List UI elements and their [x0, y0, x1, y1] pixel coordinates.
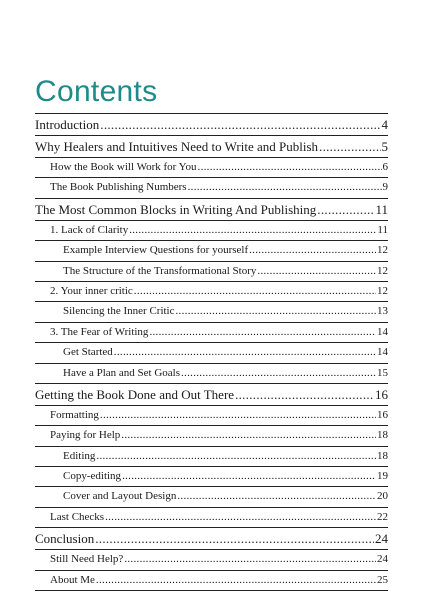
toc-entry-page-number: 24 [375, 531, 388, 547]
toc-entry[interactable] [35, 507, 388, 527]
toc-entry-title: Cover and Layout Design [63, 490, 177, 503]
toc-entry-page-number: 5 [381, 139, 388, 154]
toc-entry[interactable] [35, 446, 388, 466]
toc-entry-title: The Structure of the Transformational Story [63, 264, 257, 277]
toc-entry-page-number: 14 [377, 346, 388, 359]
toc-entry[interactable] [35, 466, 388, 486]
toc-entry-title: About Me [50, 573, 95, 586]
toc-entry-title: Silencing the Inner Critic [63, 305, 175, 318]
page-title: Contents [35, 75, 158, 108]
dot-leader [235, 384, 374, 405]
dot-leader [105, 508, 376, 527]
dot-leader [134, 282, 376, 301]
dot-leader [100, 406, 376, 425]
toc-entry-page-number: 9 [382, 181, 388, 194]
toc-entry[interactable] [35, 342, 388, 362]
dot-leader [177, 487, 376, 506]
toc-entry-title: 3. The Fear of Writing [50, 325, 149, 338]
toc-entry-page-number: 25 [377, 573, 388, 586]
toc-entry-title: The Most Common Blocks in Writing And Publishing [35, 201, 317, 217]
toc-entry-title: Formatting [50, 408, 99, 421]
dot-leader [124, 550, 376, 569]
dot-leader [198, 158, 382, 177]
toc-entry[interactable] [35, 527, 388, 549]
toc-entry[interactable] [35, 157, 388, 177]
toc-entry-page-number: 12 [377, 244, 388, 257]
toc-entry-title: Conclusion [35, 531, 95, 547]
toc-entry-title: The Book Publishing Numbers [50, 181, 187, 194]
toc-entry[interactable] [35, 363, 388, 383]
dot-leader [317, 199, 374, 220]
toc-entry[interactable] [35, 135, 388, 157]
toc-entry-page-number: 15 [377, 366, 388, 379]
dot-leader [149, 323, 376, 342]
toc-entry-page-number: 19 [377, 470, 388, 483]
toc-entry[interactable] [35, 198, 388, 220]
toc-entry[interactable] [35, 113, 388, 135]
toc-entry-title: 1. Lack of Clarity [50, 223, 129, 236]
toc-entry[interactable] [35, 570, 388, 591]
toc-entry-title: Get Started [63, 346, 113, 359]
toc-entry[interactable] [35, 322, 388, 342]
toc-entry-title: Editing [63, 449, 96, 462]
dot-leader [257, 262, 376, 281]
toc-entry[interactable] [35, 383, 388, 405]
toc-entry[interactable] [35, 240, 388, 260]
toc-entry-page-number: 4 [381, 117, 388, 132]
toc-entry[interactable] [35, 549, 388, 569]
table-of-contents [35, 113, 388, 591]
toc-entry-page-number: 18 [377, 449, 388, 462]
toc-entry-page-number: 14 [377, 325, 388, 338]
toc-entry-title: Last Checks [50, 510, 105, 523]
toc-entry-title: Still Need Help? [50, 553, 124, 566]
dot-leader [176, 302, 377, 321]
dot-leader [100, 114, 380, 135]
dot-leader [96, 571, 376, 590]
toc-entry-page-number: 11 [377, 223, 388, 236]
toc-entry-page-number: 12 [377, 264, 388, 277]
dot-leader [319, 136, 380, 157]
toc-entry-title: Paying for Help [50, 429, 121, 442]
toc-entry[interactable] [35, 405, 388, 425]
toc-entry[interactable] [35, 486, 388, 506]
dot-leader [129, 221, 376, 240]
toc-entry-title: 2. Your inner critic [50, 284, 133, 297]
toc-entry-page-number: 12 [377, 284, 388, 297]
toc-entry-title: How the Book will Work for You [50, 161, 197, 173]
dot-leader [122, 467, 376, 486]
toc-entry-title: Getting the Book Done and Out There [35, 386, 235, 402]
toc-entry[interactable] [35, 281, 388, 301]
toc-entry-page-number: 16 [377, 408, 388, 421]
toc-entry-page-number: 22 [377, 510, 388, 523]
dot-leader [96, 447, 376, 466]
toc-entry-page-number: 13 [377, 305, 388, 318]
toc-entry-page-number: 20 [377, 490, 388, 503]
toc-entry-page-number: 24 [377, 553, 388, 566]
toc-entry[interactable] [35, 301, 388, 321]
dot-leader [121, 426, 376, 445]
toc-entry[interactable] [35, 177, 388, 197]
toc-entry-page-number: 11 [375, 201, 388, 217]
toc-entry[interactable] [35, 425, 388, 445]
dot-leader [181, 364, 376, 383]
toc-entry-title: Have a Plan and Set Goals [63, 366, 180, 379]
toc-entry[interactable] [35, 220, 388, 240]
toc-entry-title: Copy-editing [63, 470, 122, 483]
toc-entry-title: Example Interview Questions for yourself [63, 244, 249, 257]
dot-leader [188, 178, 382, 197]
toc-entry-page-number: 6 [382, 161, 388, 173]
toc-entry-title: Introduction [35, 117, 100, 132]
toc-entry[interactable] [35, 261, 388, 281]
toc-entry-title: Why Healers and Intuitives Need to Write and Publish [35, 139, 319, 154]
dot-leader [249, 241, 376, 260]
dot-leader [95, 528, 374, 549]
dot-leader [114, 343, 376, 362]
toc-entry-page-number: 18 [377, 429, 388, 442]
toc-entry-page-number: 16 [375, 386, 388, 402]
